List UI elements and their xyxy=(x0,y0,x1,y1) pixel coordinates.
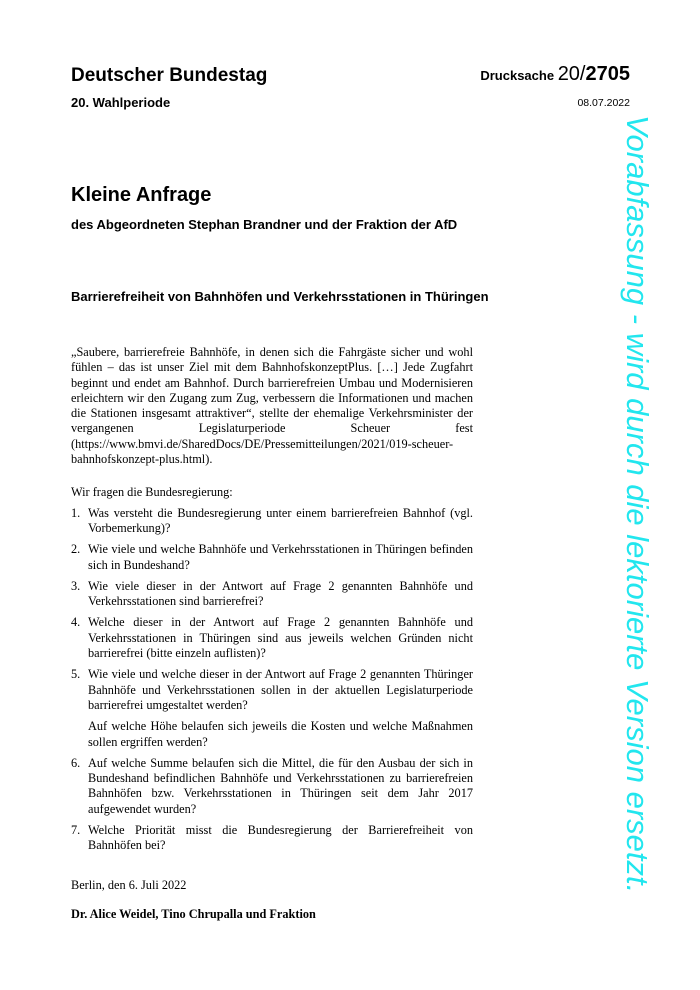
drucksache-prefix: 20/ xyxy=(557,63,586,85)
question-intro: Wir fragen die Bundesregierung: xyxy=(71,485,233,500)
signers: Dr. Alice Weidel, Tino Chrupalla und Fraktion xyxy=(71,906,316,921)
bundestag-title: Deutscher Bundestag xyxy=(71,65,268,86)
question-list xyxy=(71,506,473,854)
drucksache-label: Drucksache xyxy=(480,68,555,83)
question-item xyxy=(71,667,473,749)
question-text: Wie viele und welche dieser in der Antwort auf Frage 2 genannten Thüringer Bahnhöfe und Verkehrsstationen sollen in der aktuellen Legislaturperiode barrierefrei umgestaltet werden? xyxy=(88,667,473,712)
question-item xyxy=(71,506,473,537)
wahlperiode: 20. Wahlperiode xyxy=(71,95,171,110)
question-number: 4. xyxy=(71,615,81,630)
inquiry-topic: Barrierefreiheit von Bahnhöfen und Verkehrsstationen in Thüringen xyxy=(71,289,489,304)
question-text: Auf welche Summe belaufen sich die Mittel, die für den Ausbau der sich in Bundeshand befindlichen Bahnhöfe und Verkehrsstationen zu barrierefreien Bahnhöfen bzw. Verkehrsstationen in Thüringen seit dem Jahr 2017 aufgewendet wurden? xyxy=(88,755,473,816)
drucksache-number: 2705 xyxy=(585,63,630,85)
question-text: Wie viele dieser in der Antwort auf Frage 2 genannten Bahnhöfe und Verkehrsstationen sind barrierefrei? xyxy=(88,578,473,609)
question-followup: Auf welche Höhe belaufen sich jeweils die Kosten und welche Maßnahmen sollen ergriffen werden? xyxy=(88,719,473,749)
place-date: Berlin, den 6. Juli 2022 xyxy=(71,877,187,892)
document-body xyxy=(71,345,473,922)
document-date: 08.07.2022 xyxy=(577,97,630,109)
question-item xyxy=(71,823,473,854)
question-number: 5. xyxy=(71,667,81,682)
document-subtitle: des Abgeordneten Stephan Brandner und der Fraktion der AfD xyxy=(71,217,458,232)
drucksache xyxy=(480,63,630,86)
question-number: 2. xyxy=(71,542,81,557)
question-number: 7. xyxy=(71,823,81,838)
question-number: 3. xyxy=(71,578,81,593)
question-text: Wie viele und welche Bahnhöfe und Verkehrsstationen in Thüringen befinden sich in Bundeshand? xyxy=(88,542,473,572)
question-item xyxy=(71,756,473,817)
question-text: Was versteht die Bundesregierung unter einem barrierefreien Bahnhof (vgl. Vorbemerkung)? xyxy=(88,505,473,535)
question-item xyxy=(71,542,473,573)
draft-watermark: Vorabfassung - wird durch die lektorierte Version ersetzt. xyxy=(620,115,655,894)
question-item xyxy=(71,579,473,610)
document-title: Kleine Anfrage xyxy=(71,184,212,206)
question-text: Welche Priorität misst die Bundesregierung der Barrierefreiheit von Bahnhöfen bei? xyxy=(88,823,473,853)
question-item xyxy=(71,615,473,661)
question-number: 1. xyxy=(71,505,81,520)
question-text: Welche dieser in der Antwort auf Frage 2 genannten Bahnhöfe und Verkehrsstationen in Thüringen sind aus jeweils welchen Gründen nicht barrierefrei (bitte einzeln auflisten)? xyxy=(88,615,473,661)
question-number: 6. xyxy=(71,755,81,770)
preamble: „Saubere, barrierefreie Bahnhöfe, in denen sich die Fahrgäste sicher und wohl fühlen – das ist unser Ziel mit dem BahnhofskonzeptPlus. […] Jede Zugfahrt beginnt und endet am Bahnhof. Durch barrierefreien Umbau und Modernisieren erleichtern wir den Zugang zum Zug, verbessern die Informationen und machen die Stationen insgesamt attraktiver“, stellte der ehemalige Verkehrsminister der vergangenen Legislaturperiode Scheuer fest (https://www.bmvi.de/SharedDocs/DE/Pressemitteilungen/2021/019-scheuer-bahnhofskonzept-plus.html). xyxy=(71,345,473,467)
